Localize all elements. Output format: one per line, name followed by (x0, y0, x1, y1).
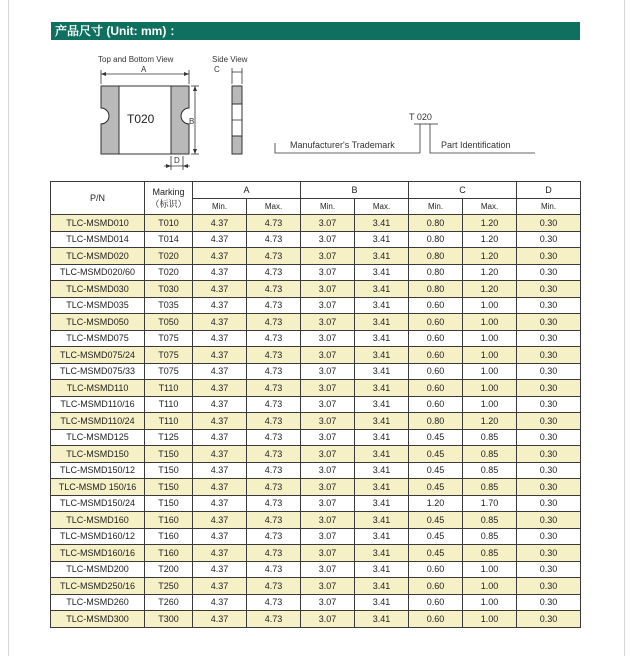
cell-b-min: 3.07 (301, 347, 355, 364)
cell-pn: TLC-MSMD160/12 (51, 528, 145, 545)
cell-c-max: 1.00 (463, 561, 517, 578)
cell-b-max: 3.41 (355, 462, 409, 479)
cell-mark: T150 (145, 479, 193, 496)
cell-mark: T110 (145, 413, 193, 430)
cell-a-min: 4.37 (193, 264, 247, 281)
header-b: B (301, 182, 409, 199)
table-row (51, 231, 581, 248)
cell-d-min: 0.30 (517, 429, 581, 446)
cell-c-max: 1.00 (463, 578, 517, 595)
header-c: C (409, 182, 517, 199)
cell-pn: TLC-MSMD110/16 (51, 396, 145, 413)
table-body (51, 215, 581, 628)
table-row (51, 264, 581, 281)
cell-mark: T020 (145, 264, 193, 281)
cell-d-min: 0.30 (517, 314, 581, 331)
cell-c-min: 0.60 (409, 561, 463, 578)
dimension-table (50, 181, 581, 628)
cell-a-max: 4.73 (247, 594, 301, 611)
cell-pn: TLC-MSMD075/24 (51, 347, 145, 364)
cell-a-min: 4.37 (193, 215, 247, 232)
cell-mark: T050 (145, 314, 193, 331)
cell-c-min: 0.45 (409, 512, 463, 529)
cell-b-max: 3.41 (355, 413, 409, 430)
cell-a-min: 4.37 (193, 479, 247, 496)
table-row (51, 347, 581, 364)
cell-a-max: 4.73 (247, 446, 301, 463)
table-row (51, 495, 581, 512)
cell-c-max: 1.00 (463, 611, 517, 628)
dimension-drawing (0, 0, 633, 180)
cell-a-max: 4.73 (247, 231, 301, 248)
cell-pn: TLC-MSMD110/24 (51, 413, 145, 430)
header-a: A (193, 182, 301, 199)
header-marking-cn: （标识） (150, 198, 187, 209)
cell-b-min: 3.07 (301, 561, 355, 578)
cell-b-min: 3.07 (301, 396, 355, 413)
cell-b-max: 3.41 (355, 396, 409, 413)
cell-c-min: 0.45 (409, 479, 463, 496)
cell-a-max: 4.73 (247, 314, 301, 331)
cell-a-max: 4.73 (247, 380, 301, 397)
cell-b-max: 3.41 (355, 297, 409, 314)
header-pn: P/N (51, 182, 145, 215)
cell-pn: TLC-MSMD150 (51, 446, 145, 463)
table-row (51, 479, 581, 496)
table-row (51, 297, 581, 314)
table-row (51, 429, 581, 446)
cell-a-max: 4.73 (247, 330, 301, 347)
cell-pn: TLC-MSMD250/16 (51, 578, 145, 595)
cell-c-min: 0.45 (409, 446, 463, 463)
header-marking (145, 182, 193, 215)
cell-a-min: 4.37 (193, 611, 247, 628)
cell-b-min: 3.07 (301, 462, 355, 479)
cell-c-min: 0.60 (409, 611, 463, 628)
cell-b-min: 3.07 (301, 512, 355, 529)
table-row (51, 314, 581, 331)
cell-d-min: 0.30 (517, 413, 581, 430)
table-row (51, 578, 581, 595)
cell-a-max: 4.73 (247, 495, 301, 512)
cell-b-max: 3.41 (355, 264, 409, 281)
cell-mark: T020 (145, 248, 193, 265)
cell-mark: T300 (145, 611, 193, 628)
table-row (51, 380, 581, 397)
cell-b-max: 3.41 (355, 594, 409, 611)
cell-c-max: 0.85 (463, 512, 517, 529)
cell-c-max: 1.20 (463, 264, 517, 281)
cell-b-min: 3.07 (301, 594, 355, 611)
cell-pn: TLC-MSMD050 (51, 314, 145, 331)
table-row (51, 396, 581, 413)
cell-b-min: 3.07 (301, 281, 355, 298)
cell-a-min: 4.37 (193, 512, 247, 529)
cell-a-max: 4.73 (247, 528, 301, 545)
cell-b-min: 3.07 (301, 363, 355, 380)
table-row (51, 281, 581, 298)
cell-a-min: 4.37 (193, 347, 247, 364)
cell-pn: TLC-MSMD300 (51, 611, 145, 628)
cell-a-min: 4.37 (193, 380, 247, 397)
cell-mark: T075 (145, 347, 193, 364)
cell-a-min: 4.37 (193, 446, 247, 463)
header-d-min: Min. (517, 198, 581, 215)
cell-b-max: 3.41 (355, 512, 409, 529)
cell-b-max: 3.41 (355, 347, 409, 364)
cell-c-max: 0.85 (463, 429, 517, 446)
cell-a-max: 4.73 (247, 297, 301, 314)
dim-c-label: C (214, 65, 220, 74)
dim-b-label: B (189, 117, 195, 126)
cell-a-min: 4.37 (193, 594, 247, 611)
cell-c-max: 0.85 (463, 462, 517, 479)
cell-c-max: 0.85 (463, 528, 517, 545)
cell-b-min: 3.07 (301, 578, 355, 595)
cell-b-max: 3.41 (355, 545, 409, 562)
cell-c-max: 1.00 (463, 380, 517, 397)
cell-c-max: 0.85 (463, 479, 517, 496)
cell-c-min: 0.80 (409, 248, 463, 265)
cell-mark: T110 (145, 396, 193, 413)
cell-c-max: 1.20 (463, 281, 517, 298)
cell-c-max: 1.00 (463, 297, 517, 314)
cell-b-min: 3.07 (301, 611, 355, 628)
cell-b-max: 3.41 (355, 281, 409, 298)
cell-d-min: 0.30 (517, 528, 581, 545)
cell-b-max: 3.41 (355, 479, 409, 496)
cell-c-min: 0.60 (409, 330, 463, 347)
cell-a-min: 4.37 (193, 231, 247, 248)
cell-a-max: 4.73 (247, 347, 301, 364)
cell-mark: T200 (145, 561, 193, 578)
cell-a-min: 4.37 (193, 330, 247, 347)
cell-c-min: 0.60 (409, 297, 463, 314)
cell-mark: T250 (145, 578, 193, 595)
cell-a-max: 4.73 (247, 462, 301, 479)
cell-a-min: 4.37 (193, 413, 247, 430)
cell-b-min: 3.07 (301, 479, 355, 496)
table-row (51, 545, 581, 562)
cell-c-max: 1.20 (463, 413, 517, 430)
chip-terminal-left (101, 86, 119, 154)
cell-d-min: 0.30 (517, 561, 581, 578)
chip-drawing-svg (0, 0, 633, 180)
cell-c-max: 0.85 (463, 446, 517, 463)
cell-c-min: 0.80 (409, 231, 463, 248)
cell-c-min: 0.60 (409, 396, 463, 413)
cell-pn: TLC-MSMD260 (51, 594, 145, 611)
header-c-min: Min. (409, 198, 463, 215)
cell-c-min: 0.45 (409, 545, 463, 562)
cell-mark: T150 (145, 462, 193, 479)
cell-b-min: 3.07 (301, 215, 355, 232)
cell-a-max: 4.73 (247, 545, 301, 562)
cell-mark: T035 (145, 297, 193, 314)
cell-pn: TLC-MSMD075 (51, 330, 145, 347)
cell-d-min: 0.30 (517, 512, 581, 529)
header-b-max: Max. (355, 198, 409, 215)
cell-a-min: 4.37 (193, 314, 247, 331)
marking-example: T 020 (409, 112, 432, 122)
cell-a-min: 4.37 (193, 561, 247, 578)
cell-a-min: 4.37 (193, 281, 247, 298)
cell-pn: TLC-MSMD035 (51, 297, 145, 314)
cell-d-min: 0.30 (517, 330, 581, 347)
cell-pn: TLC-MSMD160/16 (51, 545, 145, 562)
cell-pn: TLC-MSMD150/12 (51, 462, 145, 479)
table-row (51, 561, 581, 578)
cell-a-min: 4.37 (193, 578, 247, 595)
cell-b-min: 3.07 (301, 330, 355, 347)
cell-d-min: 0.30 (517, 396, 581, 413)
cell-c-min: 0.60 (409, 347, 463, 364)
header-marking-label: Marking (152, 186, 185, 197)
cell-d-min: 0.30 (517, 495, 581, 512)
cell-b-max: 3.41 (355, 611, 409, 628)
cell-c-max: 1.00 (463, 363, 517, 380)
cell-b-max: 3.41 (355, 578, 409, 595)
header-b-min: Min. (301, 198, 355, 215)
cell-b-min: 3.07 (301, 446, 355, 463)
cell-c-min: 0.60 (409, 363, 463, 380)
cell-d-min: 0.30 (517, 297, 581, 314)
cell-d-min: 0.30 (517, 380, 581, 397)
cell-b-min: 3.07 (301, 231, 355, 248)
cell-a-max: 4.73 (247, 264, 301, 281)
cell-d-min: 0.30 (517, 248, 581, 265)
cell-c-min: 0.80 (409, 413, 463, 430)
cell-c-min: 0.60 (409, 314, 463, 331)
cell-pn: TLC-MSMD075/33 (51, 363, 145, 380)
cell-c-min: 0.60 (409, 380, 463, 397)
cell-a-max: 4.73 (247, 396, 301, 413)
chip-code-label: T020 (127, 112, 155, 126)
cell-c-min: 0.45 (409, 429, 463, 446)
cell-b-min: 3.07 (301, 413, 355, 430)
cell-d-min: 0.30 (517, 363, 581, 380)
cell-b-min: 3.07 (301, 545, 355, 562)
cell-d-min: 0.30 (517, 594, 581, 611)
cell-d-min: 0.30 (517, 215, 581, 232)
cell-b-min: 3.07 (301, 528, 355, 545)
cell-a-min: 4.37 (193, 528, 247, 545)
cell-pn: TLC-MSMD020 (51, 248, 145, 265)
top-bottom-view-label: Top and Bottom View (98, 55, 174, 64)
cell-pn: TLC-MSMD125 (51, 429, 145, 446)
cell-mark: T075 (145, 363, 193, 380)
cell-pn: TLC-MSMD014 (51, 231, 145, 248)
cell-a-max: 4.73 (247, 363, 301, 380)
cell-d-min: 0.30 (517, 462, 581, 479)
cell-b-max: 3.41 (355, 363, 409, 380)
cell-b-max: 3.41 (355, 429, 409, 446)
cell-d-min: 0.30 (517, 545, 581, 562)
cell-mark: T110 (145, 380, 193, 397)
cell-b-max: 3.41 (355, 215, 409, 232)
table-row (51, 462, 581, 479)
cell-pn: TLC-MSMD110 (51, 380, 145, 397)
cell-c-max: 1.70 (463, 495, 517, 512)
cell-c-max: 1.00 (463, 330, 517, 347)
table-row (51, 446, 581, 463)
cell-c-max: 1.20 (463, 248, 517, 265)
cell-pn: TLC-MSMD030 (51, 281, 145, 298)
cell-pn: TLC-MSMD 150/16 (51, 479, 145, 496)
cell-mark: T030 (145, 281, 193, 298)
cell-d-min: 0.30 (517, 347, 581, 364)
cell-mark: T150 (145, 495, 193, 512)
cell-c-max: 1.00 (463, 396, 517, 413)
cell-a-max: 4.73 (247, 413, 301, 430)
table-row (51, 413, 581, 430)
cell-b-min: 3.07 (301, 297, 355, 314)
cell-a-min: 4.37 (193, 248, 247, 265)
table-row (51, 330, 581, 347)
cell-a-max: 4.73 (247, 429, 301, 446)
cell-d-min: 0.30 (517, 264, 581, 281)
chip-terminal-right (171, 86, 189, 154)
cell-b-max: 3.41 (355, 330, 409, 347)
cell-c-min: 0.60 (409, 578, 463, 595)
cell-mark: T160 (145, 545, 193, 562)
cell-pn: TLC-MSMD150/24 (51, 495, 145, 512)
manufacturer-trademark-label: Manufacturer's Trademark (290, 140, 395, 150)
cell-b-max: 3.41 (355, 528, 409, 545)
cell-d-min: 0.30 (517, 479, 581, 496)
cell-b-max: 3.41 (355, 561, 409, 578)
cell-c-max: 1.00 (463, 594, 517, 611)
cell-c-max: 1.20 (463, 215, 517, 232)
cell-a-min: 4.37 (193, 363, 247, 380)
table-row (51, 363, 581, 380)
cell-a-min: 4.37 (193, 429, 247, 446)
cell-a-max: 4.73 (247, 611, 301, 628)
cell-mark: T010 (145, 215, 193, 232)
cell-b-min: 3.07 (301, 380, 355, 397)
header-a-max: Max. (247, 198, 301, 215)
cell-b-min: 3.07 (301, 314, 355, 331)
cell-mark: T150 (145, 446, 193, 463)
cell-d-min: 0.30 (517, 578, 581, 595)
cell-b-max: 3.41 (355, 380, 409, 397)
cell-pn: TLC-MSMD200 (51, 561, 145, 578)
cell-d-min: 0.30 (517, 446, 581, 463)
cell-c-max: 0.85 (463, 545, 517, 562)
cell-mark: T160 (145, 528, 193, 545)
cell-c-max: 1.00 (463, 314, 517, 331)
header-a-min: Min. (193, 198, 247, 215)
table-row (51, 594, 581, 611)
table-row (51, 512, 581, 529)
dim-d-label: D (174, 156, 180, 165)
cell-mark: T260 (145, 594, 193, 611)
cell-b-min: 3.07 (301, 429, 355, 446)
cell-mark: T160 (145, 512, 193, 529)
cell-a-max: 4.73 (247, 281, 301, 298)
cell-c-min: 0.45 (409, 528, 463, 545)
cell-b-min: 3.07 (301, 248, 355, 265)
cell-c-min: 0.60 (409, 594, 463, 611)
cell-c-min: 1.20 (409, 495, 463, 512)
header-d: D (517, 182, 581, 199)
table-row (51, 611, 581, 628)
cell-a-min: 4.37 (193, 495, 247, 512)
cell-mark: T125 (145, 429, 193, 446)
cell-a-min: 4.37 (193, 462, 247, 479)
cell-mark: T014 (145, 231, 193, 248)
cell-c-max: 1.00 (463, 347, 517, 364)
cell-b-max: 3.41 (355, 248, 409, 265)
cell-a-max: 4.73 (247, 512, 301, 529)
cell-mark: T075 (145, 330, 193, 347)
cell-b-max: 3.41 (355, 446, 409, 463)
cell-a-max: 4.73 (247, 479, 301, 496)
section-title: 产品尺寸 (Unit: mm) ： (51, 22, 580, 40)
cell-a-max: 4.73 (247, 561, 301, 578)
cell-c-min: 0.45 (409, 462, 463, 479)
cell-c-max: 1.20 (463, 231, 517, 248)
cell-a-min: 4.37 (193, 396, 247, 413)
cell-pn: TLC-MSMD160 (51, 512, 145, 529)
cell-a-max: 4.73 (247, 215, 301, 232)
table-row (51, 215, 581, 232)
cell-a-max: 4.73 (247, 248, 301, 265)
cell-pn: TLC-MSMD010 (51, 215, 145, 232)
header-c-max: Max. (463, 198, 517, 215)
cell-c-min: 0.80 (409, 264, 463, 281)
cell-c-min: 0.80 (409, 215, 463, 232)
cell-b-max: 3.41 (355, 495, 409, 512)
table-row (51, 528, 581, 545)
cell-a-min: 4.37 (193, 297, 247, 314)
cell-b-max: 3.41 (355, 231, 409, 248)
cell-b-max: 3.41 (355, 314, 409, 331)
cell-pn: TLC-MSMD020/60 (51, 264, 145, 281)
cell-d-min: 0.30 (517, 281, 581, 298)
cell-d-min: 0.30 (517, 611, 581, 628)
dim-a-label: A (141, 65, 147, 74)
cell-c-min: 0.80 (409, 281, 463, 298)
cell-b-min: 3.07 (301, 495, 355, 512)
part-identification-label: Part Identification (441, 140, 511, 150)
cell-a-max: 4.73 (247, 578, 301, 595)
cell-b-min: 3.07 (301, 264, 355, 281)
cell-d-min: 0.30 (517, 231, 581, 248)
cell-a-min: 4.37 (193, 545, 247, 562)
table-row (51, 248, 581, 265)
side-view-label: Side View (212, 55, 248, 64)
